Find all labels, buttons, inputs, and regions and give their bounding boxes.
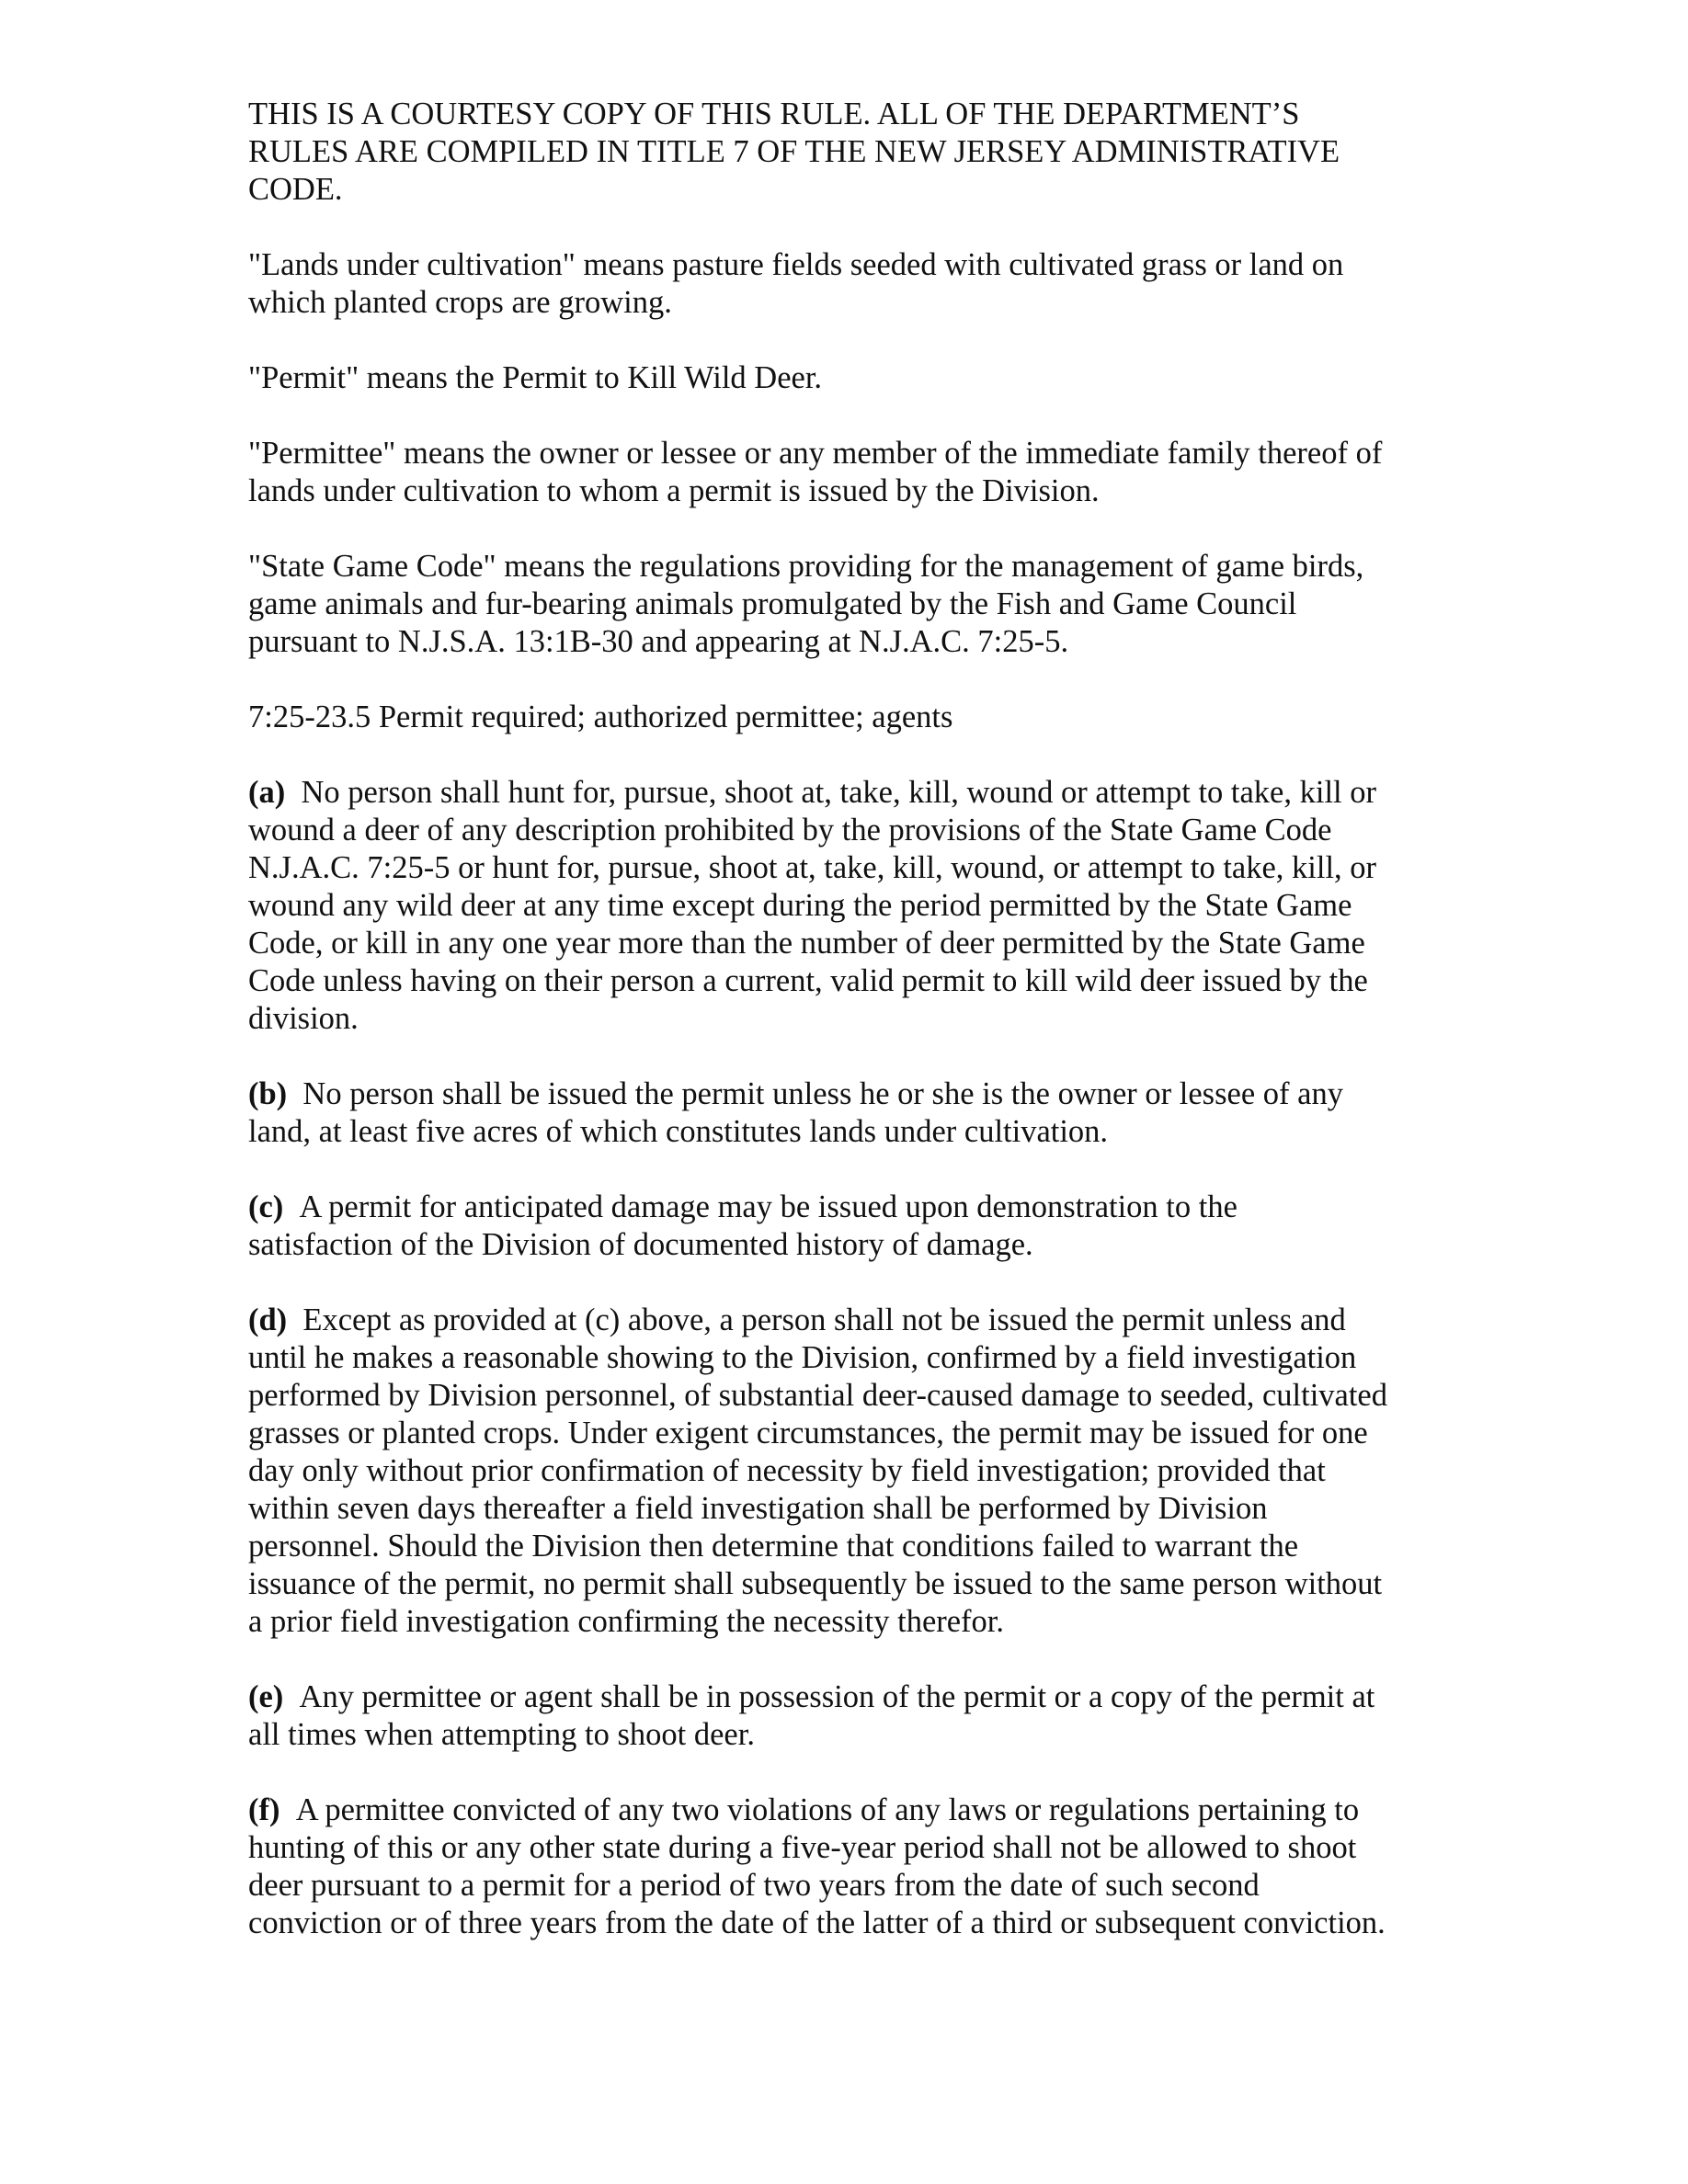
subsection-label: (a) <box>248 775 286 810</box>
subsection-label: (b) <box>248 1076 288 1111</box>
courtesy-notice: THIS IS A COURTESY COPY OF THIS RULE. ALL OF THE DEPARTMENT’S RULES ARE COMPILED IN TITLE 7 OF THE NEW JERSEY ADMINISTRATIVE CODE. <box>248 97 1340 207</box>
subsection-a <box>248 774 1462 1038</box>
subsection-text: Any permittee or agent shall be in possession of the permit or a copy of the permit at all times when attempting to shoot deer. <box>248 1679 1375 1752</box>
definition-lands-under-cultivation: "Lands under cultivation" means pasture fields seeded with cultivated grass or land on which planted crops are growing. <box>248 247 1344 320</box>
definition-permittee: "Permittee" means the owner or lessee or any member of the immediate family thereof of lands under cultivation to whom a permit is issued by the Division. <box>248 436 1383 508</box>
subsection-text: A permittee convicted of any two violations of any laws or regulations pertaining to hunting of this or any other state during a five-year period shall not be allowed to shoot deer pursuant to a permit for a period of two years from the date of such second conviction or of three years from the date of the latter of a third or subsequent conviction. <box>248 1792 1386 1940</box>
subsection-text: No person shall be issued the permit unless he or she is the owner or lessee of any land, at least five acres of which constitutes lands under cultivation. <box>248 1076 1343 1149</box>
subsection-f <box>248 1792 1462 1942</box>
section-heading: 7:25-23.5 Permit required; authorized permittee; agents <box>248 700 953 734</box>
subsection-label: (f) <box>248 1792 280 1827</box>
subsection-text: Except as provided at (c) above, a person shall not be issued the permit unless and until he makes a reasonable showing to the Division, confirmed by a field investigation performed by Division personnel, of substantial deer-caused damage to seeded, cultivated grasses or planted crops. Under exigent circumstances, the permit may be issued for one day only without prior confirmation of necessity by field investigation; provided that within seven days thereafter a field investigation shall be performed by Division personnel. Should the Division then determine that conditions failed to warrant the issuance of the permit, no permit shall subsequently be issued to the same person without a prior field investigation confirming the necessity therefor. <box>248 1302 1387 1639</box>
subsection-label: (c) <box>248 1189 284 1224</box>
definition-permit: "Permit" means the Permit to Kill Wild Deer. <box>248 360 823 395</box>
definition-state-game-code: "State Game Code" means the regulations providing for the management of game birds, game animals and fur-bearing animals promulgated by the Fish and Game Council pursuant to N.J.S.A. 13:1B-30 and appearing at N.J.A.C. 7:25-5. <box>248 549 1364 659</box>
subsection-e <box>248 1678 1462 1754</box>
document-page <box>248 96 1462 1980</box>
subsection-d <box>248 1302 1462 1641</box>
subsection-label: (e) <box>248 1679 284 1714</box>
subsection-text: A permit for anticipated damage may be issued upon demonstration to the satisfaction of the Division of documented history of damage. <box>248 1189 1237 1262</box>
subsection-b <box>248 1075 1462 1151</box>
subsection-c <box>248 1189 1462 1264</box>
subsection-label: (d) <box>248 1302 288 1337</box>
subsection-text: No person shall hunt for, pursue, shoot at, take, kill, wound or attempt to take, kill or wound a deer of any description prohibited by the provisions of the State Game Code N.J.A.C. 7:25-5 or hunt for, pursue, shoot at, take, kill, wound, or attempt to take, kill, or wound any wild deer at any time except during the period permitted by the State Game Code, or kill in any one year more than the number of deer permitted by the State Game Code unless having on their person a current, valid permit to kill wild deer issued by the division. <box>248 775 1377 1036</box>
